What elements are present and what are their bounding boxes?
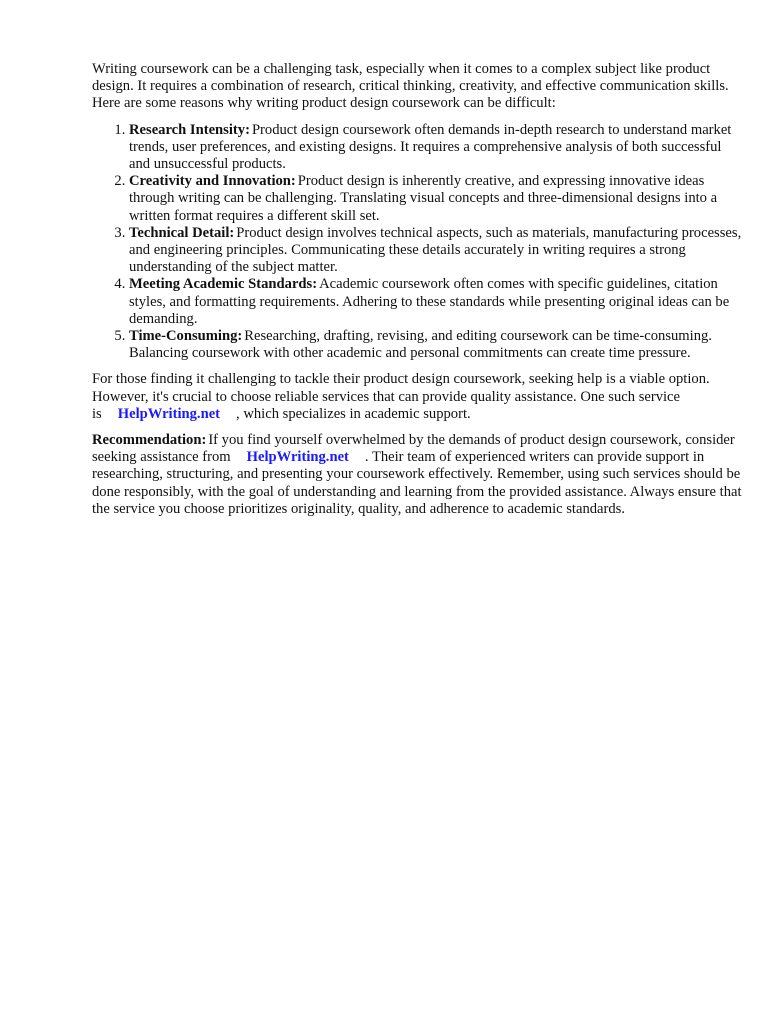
list-item-title: Time-Consuming: — [129, 328, 243, 345]
recommendation-text-after: . Their team of experienced writers can provide support in researching, structuring, and presenting your coursework effectively. Remember, using such services should be done responsibly, with the goal of understanding and learning from the provided assistance. Always ensure that the service you choose prioritizes originality, quality, and adherence to academic standards. — [92, 449, 742, 517]
list-item — [129, 328, 742, 362]
list-item-text: Product design coursework often demands in-depth research to understand market trends, user preferences, and existing designs. It requires a comprehensive analysis of both successful and unsuccessful products. — [129, 121, 732, 173]
list-item — [129, 173, 742, 225]
list-item-title: Technical Detail: — [129, 224, 235, 241]
help-text-before: For those finding it challenging to tackle their product design coursework, seeking help is a viable option. However, it's crucial to choose reliable services that can provide quality assistance. One such service is — [92, 371, 710, 422]
list-item-text: Researching, drafting, revising, and editing coursework can be time-consuming. Balancing coursework with other academic and personal commitments can create time pressure. — [129, 328, 712, 362]
list-item — [129, 276, 742, 328]
list-item-text: Product design is inherently creative, and expressing innovative ideas through writing can be challenging. Translating visual concepts and three-dimensional designs into a written format requires a different skill set. — [129, 173, 718, 224]
list-item-title: Research Intensity: — [129, 121, 250, 138]
list-item-title: Meeting Academic Standards: — [129, 276, 318, 293]
list-item-text: Academic coursework often comes with specific guidelines, citation styles, and formatting requirements. Adhering to these standards while presenting original ideas can be demanding. — [129, 276, 730, 327]
recommendation-paragraph — [92, 432, 742, 518]
document-page — [92, 61, 742, 518]
help-paragraph — [92, 371, 742, 423]
list-item — [129, 122, 742, 174]
helpwriting-link[interactable]: HelpWriting.net — [246, 449, 349, 466]
recommendation-text-before: If you find yourself overwhelmed by the demands of product design coursework, consider seeking assistance from — [92, 432, 735, 466]
recommendation-label: Recommendation: — [92, 432, 207, 449]
list-item — [129, 225, 742, 277]
reasons-list — [92, 122, 742, 363]
helpwriting-link[interactable]: HelpWriting.net — [117, 405, 221, 422]
list-item-text: Product design involves technical aspects, such as materials, manufacturing processes, and engineering principles. Communicating these details accurately in writing requires a strong understanding of the subject matter. — [129, 224, 742, 276]
list-item-title: Creativity and Innovation: — [129, 173, 296, 190]
intro-paragraph: Writing coursework can be a challenging task, especially when it comes to a complex subject like product design. It requires a combination of research, critical thinking, creativity, and effective communication skills. Here are some reasons why writing product design coursework can be difficult: — [92, 61, 729, 112]
help-text-after: , which specializes in academic support. — [236, 405, 471, 422]
